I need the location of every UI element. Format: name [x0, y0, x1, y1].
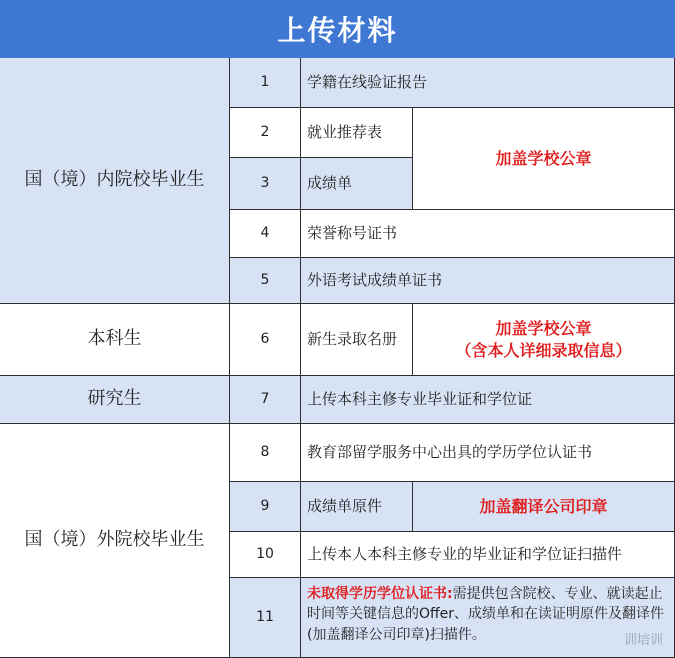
row-item: 学籍在线验证报告	[301, 58, 675, 108]
row-number: 5	[230, 258, 301, 304]
row-number: 1	[230, 58, 301, 108]
row-item: 教育部留学服务中心出具的学历学位认证书	[301, 424, 675, 482]
category-domestic: 国（境）内院校毕业生	[0, 58, 230, 304]
watermark-text: 训培训	[623, 633, 663, 648]
row-item-note	[301, 578, 675, 658]
row-number: 9	[230, 482, 301, 532]
row-number: 2	[230, 108, 301, 158]
row-number: 10	[230, 532, 301, 578]
row-item: 成绩单	[301, 158, 413, 210]
row-item: 就业推荐表	[301, 108, 413, 158]
category-undergrad: 本科生	[0, 304, 230, 376]
category-overseas: 国（境）外院校毕业生	[0, 424, 230, 658]
row-item-note-text: 需提供包含院校、专业、就读起止时间等关键信息的Offer、成绩单和在读证明原件及翻译件(加盖翻译公司印章)扫描件。	[307, 586, 665, 643]
row-number: 3	[230, 158, 301, 210]
row-number: 8	[230, 424, 301, 482]
table-title: 上传材料	[0, 0, 675, 60]
school-seal-detail-note	[413, 304, 675, 376]
school-seal-label: 加盖学校公章	[495, 318, 592, 338]
no-certificate-warning: 未取得学历学位认证书:	[307, 586, 453, 602]
category-graduate: 研究生	[0, 376, 230, 424]
row-item: 成绩单原件	[301, 482, 413, 532]
row-item: 外语考试成绩单证书	[301, 258, 675, 304]
row-item: 上传本科主修专业毕业证和学位证	[301, 376, 675, 424]
row-item: 上传本人本科主修专业的毕业证和学位证扫描件	[301, 532, 675, 578]
row-number: 6	[230, 304, 301, 376]
row-number: 7	[230, 376, 301, 424]
row-number: 4	[230, 210, 301, 258]
row-item: 荣誉称号证书	[301, 210, 675, 258]
row-item: 新生录取名册	[301, 304, 413, 376]
school-seal-note: 加盖学校公章	[413, 108, 675, 210]
school-seal-detail: （含本人详细录取信息）	[455, 340, 632, 360]
row-number: 11	[230, 578, 301, 658]
translation-seal-note: 加盖翻译公司印章	[413, 482, 675, 532]
